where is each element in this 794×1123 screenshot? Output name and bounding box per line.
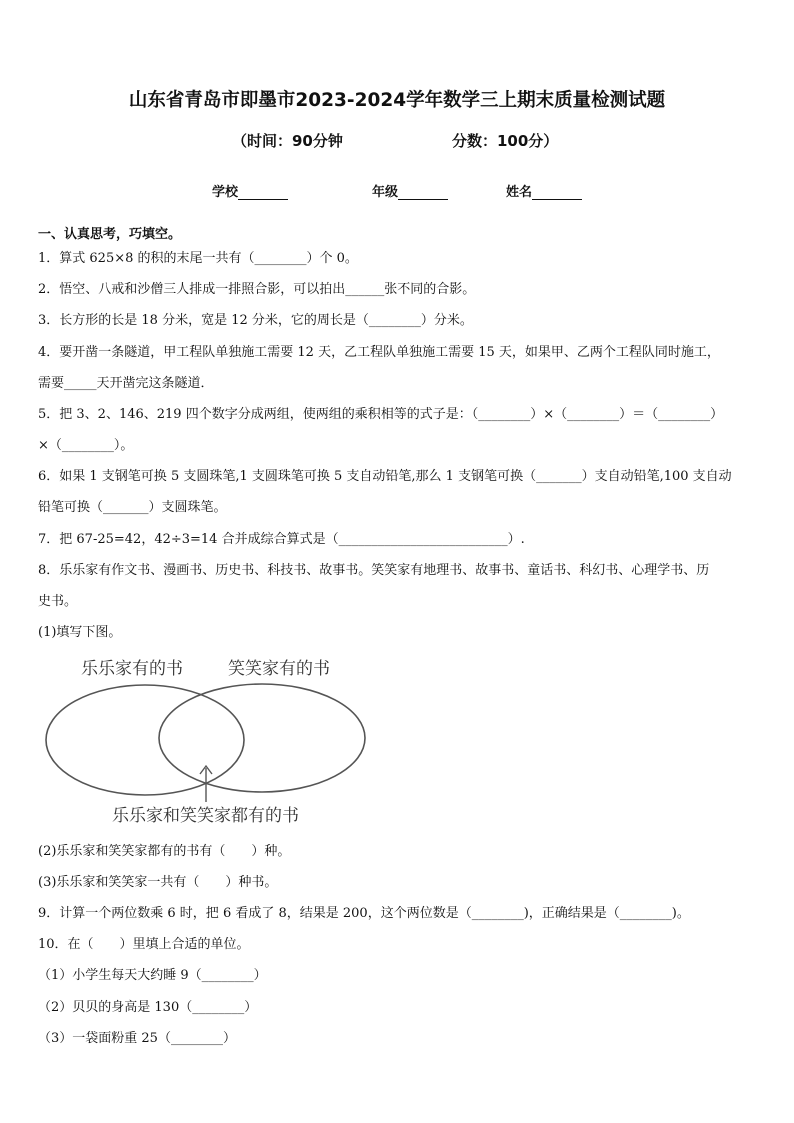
venn-right-circle xyxy=(159,684,365,792)
venn-left-circle xyxy=(46,685,244,795)
question-line: (3)乐乐家和笑笑家一共有（ ）种书。 xyxy=(38,875,278,890)
venn-left-label: 乐乐家有的书 xyxy=(81,659,183,679)
venn-right-label: 笑笑家有的书 xyxy=(228,659,330,679)
question-line: 8．乐乐家有作文书、漫画书、历史书、科技书、故事书。笑笑家有地理书、故事书、童话书、科幻书、心理学书、历 xyxy=(38,563,710,578)
question-line: 2．悟空、八戒和沙僧三人排成一排照合影，可以拍出______张不同的合影。 xyxy=(38,282,476,297)
question-line: 史书。 xyxy=(38,594,78,609)
section-title: 一、认真思考，巧填空。 xyxy=(38,227,182,242)
school-blank[interactable] xyxy=(238,185,288,200)
school-field xyxy=(212,181,288,200)
name-blank[interactable] xyxy=(532,185,582,200)
grade-label: 年级 xyxy=(372,185,399,200)
question-line: （3）一袋面粉重 25（________） xyxy=(38,1031,236,1046)
venn-diagram xyxy=(38,650,378,830)
question-line: 5．把 3、2、146、219 四个数字分成两组，使两组的乘积相等的式子是：（________）×（________）＝（________） xyxy=(38,407,724,422)
question-line: （2）贝贝的身高是 130（________） xyxy=(38,1000,258,1015)
page-title: 山东省青岛市即墨市2023-2024学年数学三上期末质量检测试题 xyxy=(128,90,666,111)
question-line: 需要_____天开凿完这条隧道． xyxy=(38,376,214,391)
question-line: 9．计算一个两位数乘 6 时，把 6 看成了 8，结果是 200，这个两位数是（________)，正确结果是（________)。 xyxy=(38,906,690,921)
question-line: （1）小学生每天大约睡 9（________） xyxy=(38,968,267,983)
question-line: 3．长方形的长是 18 分米，宽是 12 分米，它的周长是（________）分米。 xyxy=(38,313,473,328)
question-line: (2)乐乐家和笑笑家都有的书有（ ）种。 xyxy=(38,844,291,859)
question-line: (1)填写下图。 xyxy=(38,625,122,640)
question-line: ×（________）。 xyxy=(38,438,134,453)
name-label: 姓名 xyxy=(506,185,533,200)
grade-field xyxy=(372,181,448,200)
question-line: 6．如果 1 支钢笔可换 5 支圆珠笔,1 支圆珠笔可换 5 支自动铅笔,那么 1 支钢笔可换（_______）支自动铅笔,100 支自动 xyxy=(38,469,732,484)
question-line: 4．要开凿一条隧道，甲工程队单独施工需要 12 天，乙工程队单独施工需要 15 天，如果甲、乙两个工程队同时施工， xyxy=(38,345,720,360)
exam-score: 分数：100分） xyxy=(452,132,559,150)
name-field xyxy=(506,181,582,200)
question-line: 10．在（ ）里填上合适的单位。 xyxy=(38,937,250,952)
exam-time: （时间：90分钟 xyxy=(232,132,343,150)
question-line: 1．算式 625×8 的积的末尾一共有（________）个 0。 xyxy=(38,251,358,266)
school-label: 学校 xyxy=(212,185,239,200)
question-line: 7．把 67-25=42，42÷3=14 合并成综合算式是（__________________________）. xyxy=(38,532,525,547)
grade-blank[interactable] xyxy=(398,185,448,200)
venn-bottom-label: 乐乐家和笑笑家都有的书 xyxy=(112,806,299,826)
question-line: 铅笔可换（_______）支圆珠笔。 xyxy=(38,500,227,515)
